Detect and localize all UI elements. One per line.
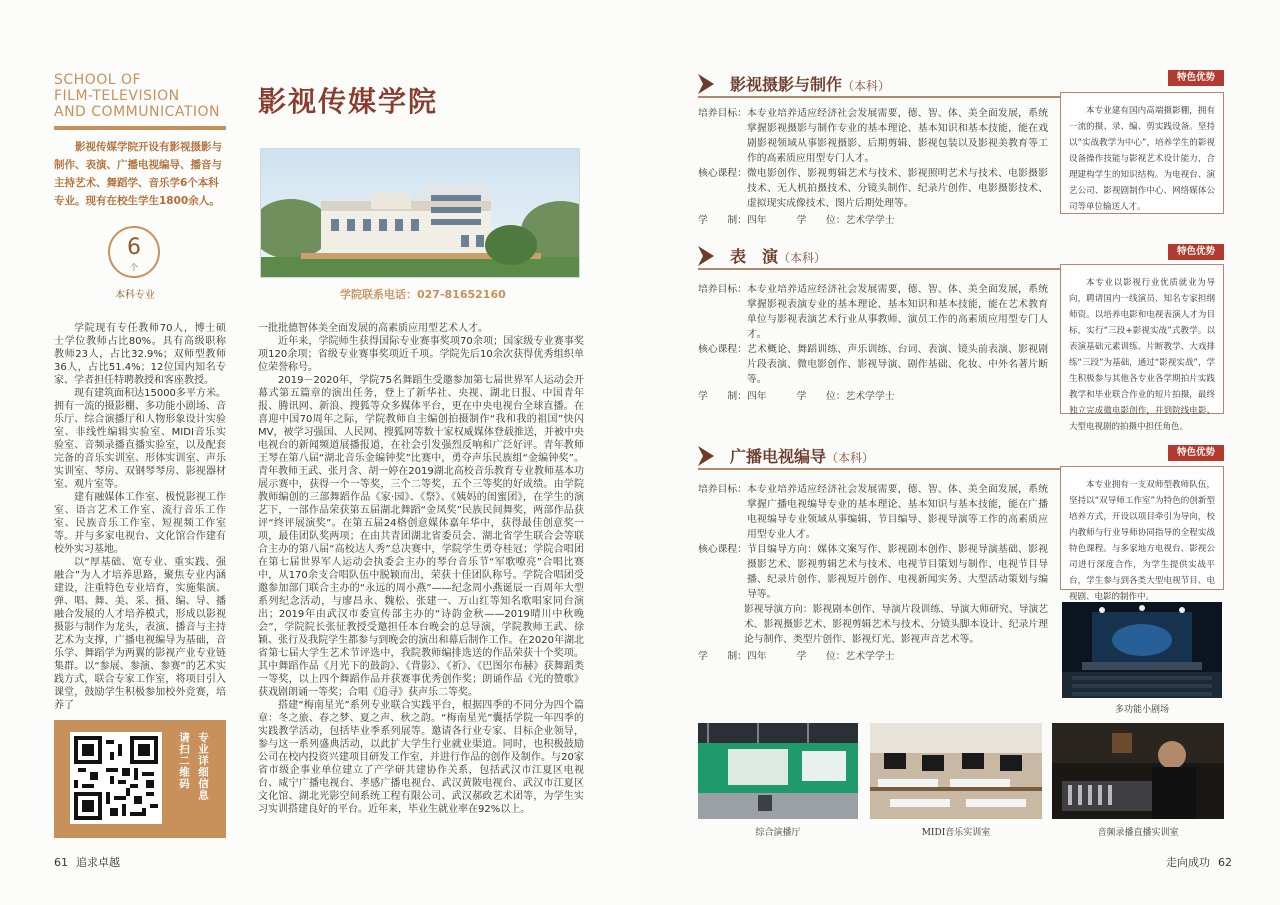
section-arrow-icon <box>698 74 714 94</box>
theater-photo <box>1062 602 1222 698</box>
paragraph: 学院现有专任教师70人，博士硕士学位教师占比80%。具有高级职称教师23人，占比32.9%；双师型教师36人，占比51.4%；12位国内知名专家、学者担任特聘教授和客座教授。 <box>54 323 226 386</box>
body-column-1 <box>54 322 226 712</box>
qr-caption: 请扫二维码 专业详细信息 <box>178 732 209 801</box>
footer-left <box>54 854 120 870</box>
qr-code[interactable] <box>70 732 162 824</box>
midi-lab-illustration <box>870 723 1042 819</box>
feature-badge: 特色优势 <box>1168 244 1224 260</box>
page-title: 影视传媒学院 <box>258 85 439 118</box>
paragraph: 2019－2020年，学院75名舞蹈生受邀参加第七届世界军人运动会开幕式第五篇章的演出任务，登上了新华社、央视、湖北日报、中国青年报、腾讯网、新浪、搜狐等众多媒体平台，更在中央电视台全球直播。在喜迎中国70周年之际，学院教师自主编创拍摄制作“我和我的祖国”快闪MV，被学习强国、人民网、搜狐网等数十家权威媒体登载推送，并被中央电视台的新闻频道展播报道，在社会引发强烈反响和广泛好评。青年教师王琴在第八届“湖北音乐金编钟奖”比赛中，勇夺声乐民族组“金编钟奖”。青年教师王武、张月含、胡一婷在2019湖北高校音乐教育专业教师基本功展示赛中，获得一个一等奖，三个二等奖，五个三等奖的好成绩。由学院教师编创的三部舞蹈作品《家·园》、《祭》、《姨妈的闺蜜团》，在学生的演艺下，一部作品荣获第五届湖北舞蹈“金凤奖”民族民间舞奖，两部作品获评“终评展演奖”。在第五届24格创意媒体嘉年华中，获得最佳创意奖一项，最佳团队奖两项；在由共青团湖北省委员会、湖北省学生联合会等联合主办的第八届“高校达人秀”总决赛中，学院学生勇夺桂冠；学院合唱团在第七届世界军人运动会执委会主办的琴台音乐节“军歌嘹亮”合唱比赛中，从170余支合唱队伍中脱颖而出，荣获十佳团队称号。学院合唱团受邀参加部门联合主办的“永远的周小燕”——纪念周小燕诞辰一百周年大型系列纪念活动，与廖昌永、魏松、张建一、万山红等知名歌唱家同台演出；2019年由武汉市委宣传部主办的“诗韵金秋——2019晴川中秋晚会”，学院院长张征教授受邀担任本台晚会的总导演，学院教师王武、徐颖、张行及我院学生都参与到晚会的演出和幕后制作工作。在2020年湖北省第七届大学生艺术节评选中，我院教师编排选送的作品荣获十个奖项。其中舞蹈作品《月光下的鼓韵》、《背影》、《祈》、《巴图尔布赫》获舞蹈类一等奖，以上四个舞蹈作品并获赛事优秀创作奖；朗诵作品《光的赞歌》获戏剧朗诵一等奖；合唱《追寻》获声乐二等奖。 <box>258 375 584 698</box>
feature-badge: 特色优势 <box>1168 445 1224 461</box>
section-arrow-icon <box>698 446 714 466</box>
major-info-broadcast-directing: 培养目标： 本专业培养适应经济社会发展需要，德、智、体、美全面发展，系统掌握广播电视编导专业的基本理论、基本知识与基本技能，能在广播电视编导专业领域从事编辑、节目编导、影视导演等工作的高素质应用型专业人才。 核心课程： 节目编导方向：媒体文案写作、影视剧本创作、影视导演基础、影视摄影艺术、影视剪辑艺术与技术、电视节目策划与制作、电视节目导播、纪录片创作、影视短片创作、电视新闻实务、大型活动策划与编导等。 影视导演方向：影视剧本创作、导演片段训练、导演大师研究、导演艺术、影视摄影艺术、影视剪辑艺术与技术、分镜头脚本设计、纪录片理论与制作、类型片创作、影视灯光、影视声音艺术等。 学 制：四年 学 位：艺术学学士 <box>698 484 1048 662</box>
page-number-left: 61 <box>54 856 68 869</box>
footer-right <box>1166 854 1232 870</box>
contact-phone: 学院联系电话：027-81652160 <box>340 288 506 301</box>
right-page <box>640 0 1280 905</box>
school-name-english: SCHOOL OF FILM-TELEVISION AND COMMUNICATION <box>54 72 221 120</box>
major-count: 6 <box>127 235 141 260</box>
section-header-broadcast-directing: 广播电视编导（本科） <box>698 442 1220 470</box>
footer-slogan-left: 追求卓越 <box>76 856 120 869</box>
section-header-film-production: 影视摄影与制作（本科） <box>698 70 1220 98</box>
campus-building-illustration <box>261 149 580 278</box>
caption-midi-lab: MIDI音乐实训室 <box>921 828 991 838</box>
qr-code-icon <box>74 736 158 820</box>
audio-lab-illustration <box>1052 723 1224 819</box>
audio-lab-photo <box>1052 723 1224 819</box>
midi-lab-photo <box>870 723 1042 819</box>
paragraph: 一批批德智体美全面发展的高素质应用型艺术人才。 <box>258 323 488 334</box>
paragraph: 搭建“梅南星光”系列专业联合实践平台，根据四季的不同分为四个篇章：冬之旅、春之梦、夏之声、秋之韵。“梅南星光”囊括学院一年四季的实践教学活动，包括毕业季系列展等。邀请各行业专家、目标企业领导，参与这一系列盛典活动，以此扩大学生行业就业渠道。同时，也积极鼓励公司在校内投资兴建项目研发工作室，并进行作品的创作及制作。与20家省市级企事业单位建立了产学研共建协作关系，包括武汉市江夏区电视台、咸宁广播电视台、孝感广播电视台、武汉黄陂电视台、武汉市江夏区文化馆、湖北光影空间系统工程有限公司、武汉郝政艺术团等，为学生实习实训搭建良好的平台。近年来，毕业生就业率在92%以上。 <box>258 700 584 815</box>
body-column-2 <box>258 322 584 816</box>
major-info-film-production: 培养目标： 本专业培养适应经济社会发展需要，德、智、体、美全面发展，系统掌握影视摄影与制作专业的基本理论、基本知识和基本技能，能在戏剧影视领域从事影视摄影、后期剪辑、影视包装以及影视美教育等工作的高素质应用型专门人才。 核心课程： 微电影创作、影视剪辑艺术与技术、影视照明艺术与技术、电影摄影技术、无人机拍摄技术、分镜头制作、纪录片创作、电影摄影技术、虚拟现实成像技术、图片后期处理等。 学 制：四年 学 位：艺术学学士 <box>698 108 1048 226</box>
theater-illustration <box>1062 602 1222 698</box>
section-arrow-icon <box>698 246 714 266</box>
feature-box-film-production: 本专业建有国内高端摄影棚，拥有一流的摄、录、编、剪实践设备。坚持以“实战教学为中心”，培养学生的影视设备操作技能与影视艺术设计能力，合理建构学生的知识结构。为电视台、演艺公司、影视剧制作中心、网络媒体公司等单位输送人才。 <box>1060 92 1224 214</box>
campus-photo <box>260 148 580 278</box>
major-info-performance: 培养目标： 本专业培养适应经济社会发展需要，德、智、体、美全面发展，系统掌握影视表演专业的基本理论、基本知识和基本技能，能在艺术教育单位与影视表演艺术行业从事教师、演员工作的高素质应用型专门人才。 核心课程： 艺术概论、舞蹈训练、声乐训练、台词、表演、镜头前表演、影视剧片段表演、微电影创作、影视导演、剧作基础、化妆、中外名著片断等。 学 制：四年 学 位：艺术学学士 <box>698 284 1048 402</box>
studio-photo <box>698 723 858 819</box>
qr-code-panel <box>54 720 226 838</box>
paragraph: 建有融媒体工作室、极悦影视工作室、语言艺术工作室、流行音乐工作室、民族音乐工作室、短视频工作室等。并与多家电视台、文化馆合作建有校外实习基地。 <box>54 492 226 555</box>
caption-audio-lab: 音频录播直播实训室 <box>1097 828 1179 838</box>
major-label: 本科专业 <box>115 290 155 301</box>
intro-text: 影视传媒学院开设有影视摄影与制作、表演、广播电视编导、播音与主持艺术、舞蹈学、音乐学6个本科专业。现有在校生学生1800余人。 <box>54 141 222 207</box>
section-header-performance: 表 演（本科） <box>698 242 1220 270</box>
studio-illustration <box>698 723 858 819</box>
page-number-right: 62 <box>1218 856 1232 869</box>
feature-box-broadcast-directing: 本专业拥有一支双师型教师队伍，坚持以“双导师工作室”为特色的创新型培养方式，开设以项目牵引为导向，校内教师与行业导师协同指导的全程实战特色课程。与多家地方电视台、影视公司进行深度合作，为学生提供实战平台，学生参与到各类大型电视节目、电视剧、电影的制作中。 <box>1060 466 1224 590</box>
footer-slogan-right: 走向成功 <box>1166 856 1210 869</box>
feature-badge: 特色优势 <box>1168 70 1224 86</box>
paragraph: 近年来，学院师生获得国际专业赛事奖项70余项；国家级专业赛事奖项120余项；省级专业赛事奖项近千项。学院先后10余次获得优秀组织单位荣誉称号。 <box>258 336 584 373</box>
divider <box>54 126 226 130</box>
major-count-badge <box>108 226 160 278</box>
major-unit: 个 <box>130 263 138 272</box>
paragraph: 以“厚基础、宽专业、重实践、强融合”为人才培养思路，聚焦专业内涵建设，注重特色专业培育，实施集演、弹、唱、舞、美、采、摄、编、导、播融合发展的人才培养模式，形成以影视摄影与制作为龙头，表演、播音与主持艺术为支撑，广播电视编导为基础，音乐学、舞蹈学为两翼的影视产业专业链集群。以“参展、参演、参赛”的艺术实践方式，联合专家工作室，将项目引入课堂，鼓励学生积极参加校外竞赛，培养了 <box>54 557 226 711</box>
caption-theater: 多功能小剧场 <box>1114 705 1169 715</box>
feature-box-performance: 本专业以影视行业优质就业为导向，聘请国内一线演员、知名专家担纲师资。以培养电影和电视表演人才为目标，实行“三段+影视实战”式教学。以表演基础元素训练、片断教学、大戏排练“三段”为基础，通过“影视实战”，学生积极参与其他各专业各学期拍片实践教学和毕业联合作业的短片拍摄，最终独立完成微电影创作，并到院线电影、大型电视剧的拍摄中担任角色。 <box>1060 264 1224 414</box>
paragraph: 现有建筑面积达15000多平方米。拥有一流的摄影棚、多功能小剧场、音乐厅、综合演播厅和人物形象设计实验室、非线性编辑实验室、MIDI音乐实验室、音频录播直播实验室，以及配套完备的音乐实训室、形体实训室、声乐实训室、琴房、双钢琴琴房、影视器材室、观片室等。 <box>54 388 226 490</box>
caption-studio: 综合演播厅 <box>755 828 801 838</box>
